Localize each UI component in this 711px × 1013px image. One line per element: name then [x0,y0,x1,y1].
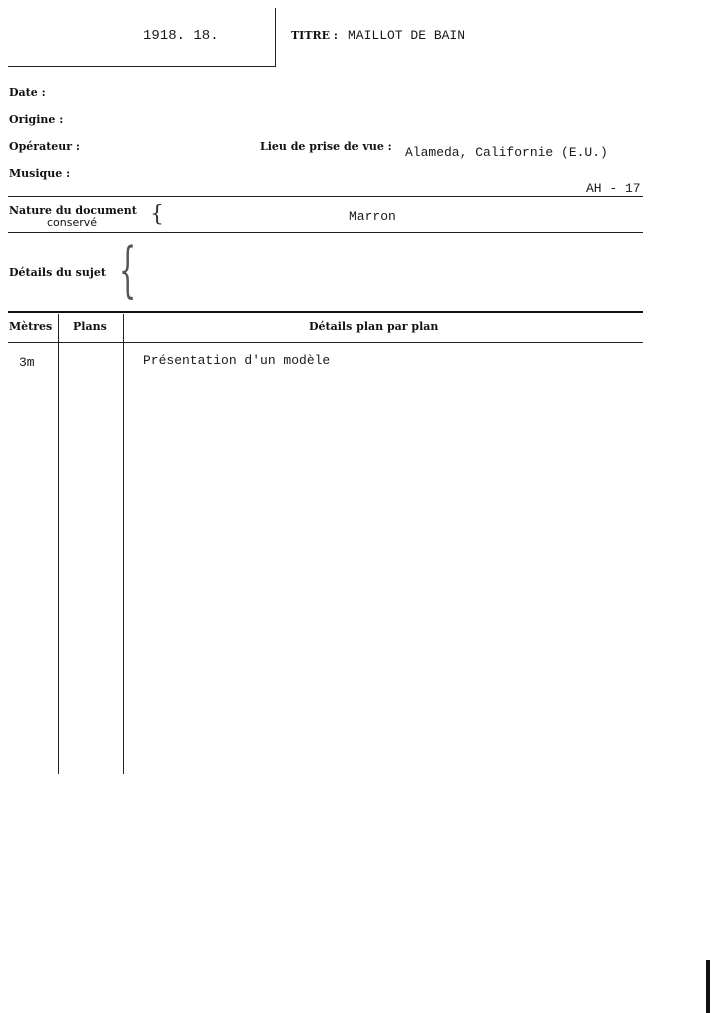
document-code: AH - 17 [586,181,641,196]
operateur-label: Opérateur : [9,140,80,153]
row-1-metres: 3m [19,355,35,370]
lieu-value: Alameda, Californie (E.U.) [405,145,608,160]
fields-bottom-rule [8,196,643,197]
col-header-metres: Mètres [9,320,53,333]
nature-bottom-rule [8,232,643,233]
col-header-details: Détails plan par plan [309,320,439,333]
origine-label: Origine : [9,113,64,126]
row-1-details: Présentation d'un modèle [143,353,331,368]
details-sujet-brace: { [119,235,137,305]
nature-label-line2: conservé [47,216,98,229]
header-bottom-rule [8,66,276,67]
title-value: MAILLOT DE BAIN [348,28,466,43]
nature-brace: { [150,202,164,227]
details-sujet-label: Détails du sujet [9,266,106,279]
column-divider-2 [123,314,124,774]
lieu-label: Lieu de prise de vue : [260,140,392,153]
col-header-plans: Plans [73,320,107,333]
date-label: Date : [9,86,46,99]
nature-label-line1: Nature du document [9,204,137,217]
musique-label: Musique : [9,167,71,180]
header-divider [275,8,276,67]
reference-number: 1918. 18. [143,28,219,44]
title-label: TITRE : [291,29,338,42]
page-edge [706,960,710,1013]
column-divider-1 [58,314,59,774]
nature-value: Marron [349,209,396,224]
table-header-rule [8,342,643,343]
table-top-rule [8,311,643,313]
